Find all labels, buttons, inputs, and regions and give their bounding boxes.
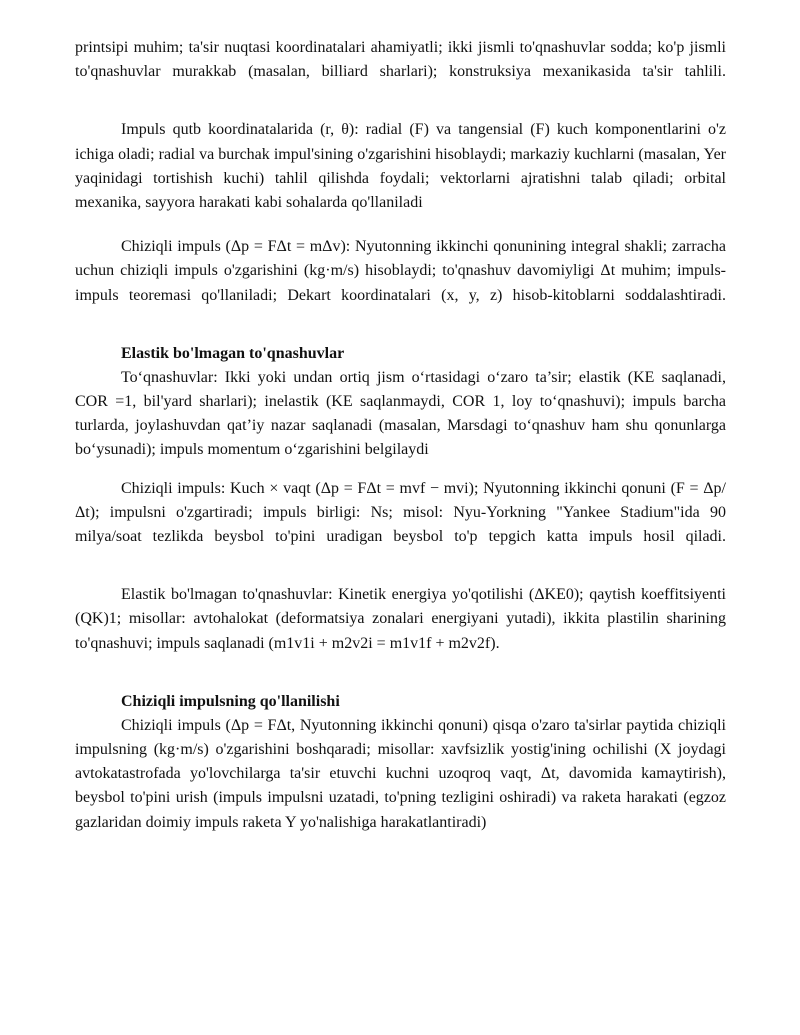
paragraph-applications: Chiziqli impuls (Δp = FΔt, Nyutonning ikkinchi qonuni) qisqa o'zaro ta'sirlar paytida chiziqli impulsning (kg·m/s) o'zgarishini boshqaradi; misollar: xavfsizlik yostig'ining ochilishi (X joydagi avtokatastrofada yo'lovchilarga ta'sir etuvchi kuchni uzoqroq vaqt, Δt, davomida kamaytirish), beysbol to'pini urish (impuls impulsni uzatadi, to'pning tezligini oshiradi) va raketa harakati (egzoz gazlaridan doimiy impuls raketa Y yo'nalishiga harakatlantiradi) — [75, 716, 726, 831]
heading-inelastic-collisions: Elastik bo'lmagan to'qnashuvlar — [121, 344, 345, 362]
paragraph-continuation: printsipi muhim; ta'sir nuqtasi koordinatalari ahamiyatli; ikki jismli to'qnashuvlar sodda; ko'p jismli to'qnashuvlar murakkab (masalan, billiard sharlari); konstruksiya mexanikasida ta'sir tahlili. — [75, 39, 726, 81]
paragraph-inelastic-collisions: Elastik bo'lmagan to'qnashuvlar: Kinetik energiya yo'qotilishi (ΔKE0); qaytish koeffitsiyenti (QK)1; misollar: avtohalokat (deformatsiya zonalari energiyani yutadi), ikkita plastilin sharining to'qnashuvi; impuls saqlanadi (m1v1i + m2v2i = m1v1f + m2v2f). — [75, 586, 726, 652]
heading-linear-impulse-applications: Chiziqli impulsning qo'llanilishi — [121, 692, 340, 710]
paragraph-collisions: To‘qnashuvlar: Ikki yoki undan ortiq jism o‘rtasidagi o‘zaro ta’sir; elastik (KE saqlanadi, COR =1, bil'yard sharlari); inelastik (KE saqlanmaydi, COR 1, loy to‘qnashuvi); impuls barcha turlarda, joylashuvdan qat’iy nazar saqlanadi (masalan, Marsdagi to‘qnashuv ham shu qonunlarga bo‘ysunadi); impuls momentum o‘zgarishini belgilaydi — [75, 368, 726, 459]
document-page — [75, 36, 726, 835]
paragraph-linear-impulse-force-time: Chiziqli impuls: Kuch × vaqt (Δp = FΔt = mvf − mvi); Nyutonning ikkinchi qonuni (F = Δp/Δt); impulsni o'zgartiradi; impuls birligi: Ns; misol: Nyu-Yorkning "Yankee Stadium"ida 90 milya/soat tezlikda beysbol to'pini uradigan beysbol to'p tepgich katta impuls hosil qiladi. — [75, 479, 726, 546]
paragraph-linear-impulse: Chiziqli impuls (Δp = FΔt = mΔv): Nyutonning ikkinchi qonunining integral shakli; zarracha uchun chiziqli impuls o'zgarishini (kg·m/s) hisoblaydi; to'qnashuv davomiyligi Δt muhim; impuls-impuls teoremasi qo'llaniladi; Dekart koordinatalari (x, y, z) hisob-kitoblarni soddalashtiradi. — [75, 238, 726, 304]
paragraph-polar-impulse: Impuls qutb koordinatalarida (r, θ): radial (F) va tangensial (F) kuch komponentlarini o'z ichiga oladi; radial va burchak impul'sining o'zgarishini hisoblaydi; markaziy kuchlarni (masalan, Yer yaqinidagi tortishish kuchi) tahlil qilishda foydali; vektorlarni ajratishni talab qiladi; orbital mexanika, sayyora harakati kabi sohalarda qo'llaniladi — [75, 121, 726, 212]
